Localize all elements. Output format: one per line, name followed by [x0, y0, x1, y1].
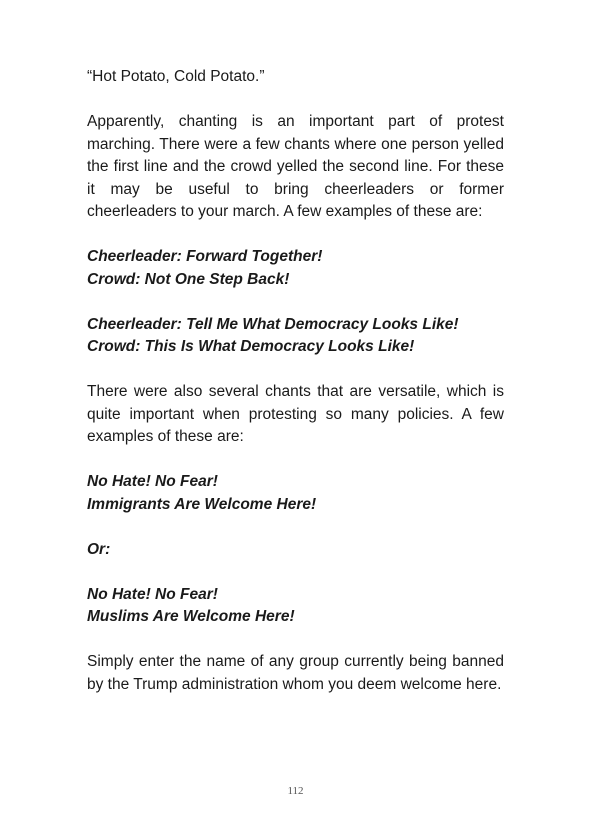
or-label: Or:: [87, 540, 111, 558]
spacer: [87, 516, 504, 539]
versatile-chant-line: Immigrants Are Welcome Here!: [87, 495, 317, 513]
spacer: [87, 89, 504, 112]
spacer: [87, 561, 504, 584]
page-number: 112: [287, 785, 304, 797]
versatile-chant-line: No Hate! No Fear!: [87, 473, 218, 490]
versatile-chant-line: No Hate! No Fear!: [87, 585, 218, 603]
spacer: [87, 629, 504, 652]
spacer: [87, 291, 504, 314]
chant-crowd-line: Crowd: Not One Step Back!: [87, 270, 290, 288]
chant-cheerleader-line: Cheerleader: Tell Me What Democracy Looks Like!: [87, 315, 459, 333]
chant-cheerleader-line: Cheerleader: Forward Together!: [87, 248, 323, 265]
spacer: [87, 449, 504, 472]
chant-crowd-line: Crowd: This Is What Democracy Looks Like!: [87, 338, 415, 355]
page-content: [87, 66, 504, 696]
paragraph-chanting: Apparently, chanting is an important part of protest marching. There were a few chants where one person yelled the first line and the crowd yelled the second line. For these it may be useful to bring cheerleaders or former cheerleaders to your march. A few examples of these are:: [87, 113, 504, 220]
spacer: [87, 224, 504, 247]
paragraph-versatile: There were also several chants that are versatile, which is quite important when protesting so many policies. A few examples of these are:: [87, 383, 504, 445]
paragraph-closing: Simply enter the name of any group currently being banned by the Trump administration whom you deem welcome here.: [87, 653, 504, 693]
spacer: [87, 359, 504, 382]
opening-line: “Hot Potato, Cold Potato.”: [87, 68, 265, 85]
versatile-chant-line: Muslims Are Welcome Here!: [87, 608, 295, 625]
